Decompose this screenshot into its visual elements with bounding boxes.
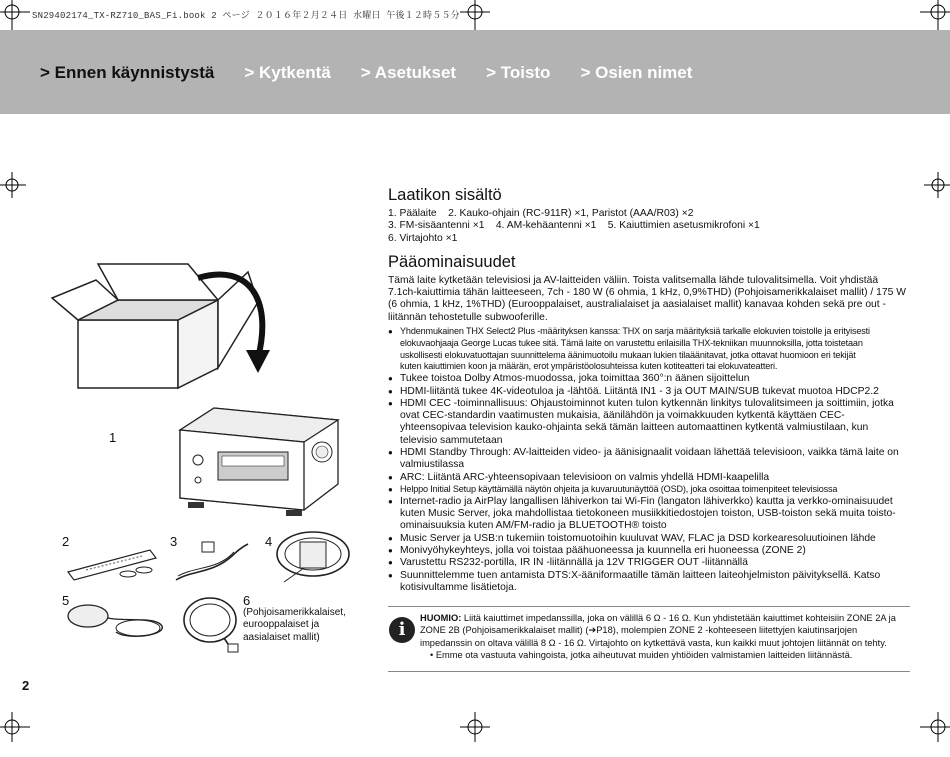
feature-item — [388, 484, 910, 496]
feature-item — [388, 545, 910, 557]
registration-mark-mid-left — [0, 172, 26, 198]
feature-line: ● Yhdenmukainen THX Select2 Plus -määrityksen kanssa: THX on sarja määrityksiä tarkalle elokuvien toistolle ja erityisesti — [400, 326, 870, 337]
feature-item — [388, 398, 910, 447]
open-box-illustration — [48, 258, 270, 398]
feature-item — [388, 447, 910, 472]
features-intro-line: 7.1ch-kaiuttimia tähän laitteeseen, 7ch - 180 W (6 ohmia, 1 kHz, 0,9%THD) (Pohjoisamerikkalaiset mallit) / 175 W — [388, 287, 906, 299]
caption-line: (Pohjoisamerikkalaiset, — [243, 607, 346, 618]
fm-antenna-illustration — [172, 540, 252, 584]
feature-line: elokuvaohjaaja George Lucas tukee sitä. Tämä laite on varustettu erilaisilla THX-tekniikan muunnoksilla, jotta toistetaan — [400, 337, 863, 348]
info-icon: i — [389, 617, 415, 643]
notice-line: Liitä kaiuttimet impedanssilla, joka on välillä 6 Ω - 16 Ω. Kun yhdistetään kaiuttimet kohteisiin ZONE 2A ja — [463, 613, 896, 623]
notice-line: ZONE 2B (Pohjoisamerikkalaiset mallit) (➔P18), molempien ZONE 2 -kohteeseen liitettyjen kaiutinsarjojen — [420, 625, 858, 636]
feature-item — [388, 557, 910, 569]
am-loop-antenna-illustration — [274, 528, 352, 584]
figure-label-4: 4 — [265, 534, 273, 549]
feature-line: ● HDMI CEC -toiminnallisuus: Ohjaustoiminnot kuten tulon kytkennän linkitys tulovalitsimeen ja soittimiin, jotka — [400, 397, 894, 409]
feature-line: ● Internet-radio ja AirPlay langallisen lähiverkon tai Wi-Fin (langaton lähiverkko) kautta ja verkko-ominaisuudet — [400, 495, 893, 507]
receiver-illustration — [178, 402, 340, 524]
feature-line: uskollisesti elokuvatuottajan suunnittelema äänimuotoilu mukaan lukien tilaäänitavat, jotka ottavat huomioon eri tekijät — [400, 349, 856, 360]
print-header: SN29402174_TX-RZ710_BAS_Fi.book 2 ページ ２０１６年２月２４日 水曜日 午後１２時５５分 — [32, 11, 460, 21]
feature-line: ● HDMI Standby Through: AV-laitteiden video- ja äänisignaalit voidaan lähettää televisioon, vaikka tämä laite on — [400, 447, 899, 459]
power-cord-caption — [243, 607, 346, 644]
caption-line: aasialaiset mallit) — [243, 631, 320, 643]
features-intro-line: (6 ohmia, 1 kHz, 1%THD) (Eurooppalaiset, australialaiset ja aasialaiset mallit) kanavaa kohden sekä pre out - — [388, 299, 886, 311]
registration-mark-bottom-right — [920, 712, 950, 742]
feature-item — [388, 570, 910, 595]
registration-mark-bottom-left — [0, 712, 30, 742]
feature-line: kotisivultamme lisätietoja. — [400, 581, 517, 593]
registration-mark-top-left — [0, 0, 30, 30]
nav-item-osien-nimet[interactable]: > Osien nimet — [580, 63, 693, 82]
box-contents-title: Laatikon sisältö — [388, 186, 502, 204]
feature-line: ● ARC: Liitäntä ARC-yhteensopivaan televisioon on valmis yhdellä HDMI-kaapelilla — [400, 471, 770, 483]
figure-label-2: 2 — [62, 534, 70, 549]
feature-line: ● Helppo Initial Setup käyttämällä näytön ohjeita ja kuvaruutunäyttöä (OSD), joka osoittaa toimenpiteet televisiossa — [400, 483, 838, 494]
features-intro-line: Tämä laite kytketään televisiosi ja AV-laitteiden väliin. Toista valitsemalla lähde tulovalitsimella. Voit yhdistää — [388, 274, 879, 286]
feature-line: ominaisuuksia kuten AM/FM-radio ja BLUETOOTH® toisto — [400, 520, 667, 532]
feature-line: valmiustilassa — [400, 459, 465, 471]
registration-mark-top-center — [460, 0, 490, 30]
feature-item — [388, 373, 910, 385]
features-title: Pääominaisuudet — [388, 252, 516, 271]
feature-list — [388, 326, 910, 594]
feature-line: kuten Music Server, joka mahdollistaa tietokoneen musiikkitiedostojen toiston, USB-toiston sekä muita toisto- — [400, 508, 896, 520]
box-contents-line: 1. Päälaite 2. Kauko-ohjain (RC-911R) ×1, Paristot (AAA/R03) ×2 — [388, 208, 694, 219]
figure-label-6: 6 — [243, 593, 251, 608]
notice-bullet: • Emme ota vastuuta vahingoista, jotka aiheutuvat muiden yhtiöiden valmistamien laitteiden liitännästä. — [430, 649, 853, 660]
power-cord-illustration — [180, 594, 242, 654]
page-number: 2 — [22, 678, 30, 693]
feature-item — [388, 326, 910, 373]
figure-label-5: 5 — [62, 593, 70, 608]
nav-item-ennen-kaynnistysta[interactable]: > Ennen käynnistystä — [40, 63, 215, 82]
notice-line-first — [420, 612, 910, 624]
feature-item — [388, 533, 910, 545]
feature-line: ● Monivyöhykeyhteys, jolla voi toistaa päähuoneessa ja kuunnella eri huoneessa (ZONE 2) — [400, 544, 806, 556]
feature-line: televisio sammutetaan — [400, 434, 503, 446]
feature-line: ● Varustettu RS232-portilla, IR IN -liitännällä ja 12V TRIGGER OUT -liitännällä — [400, 557, 748, 569]
notice-line: impedanssin on oltava välillä 8 Ω - 16 Ω. Virtajohto on kytkettävä vasta, kun kaikki muut johtojen liitännät on tehty. — [420, 637, 887, 648]
registration-mark-mid-right — [924, 172, 950, 198]
feature-item — [388, 472, 910, 484]
figure-label-3: 3 — [170, 534, 178, 549]
feature-line: kuten kaiuttimien koon ja määrän, erot ympäristöolosuhteissa kuten kotiteatteri tai elokuvateatteri. — [400, 361, 778, 372]
feature-line: ● HDMI-liitäntä tukee 4K-videotuloa ja -lähtöä. Liitäntä IN1 - 3 ja OUT MAIN/SUB tukevat muotoa HDCP2.2 — [400, 385, 879, 397]
caption-line: eurooppalaiset ja — [243, 619, 320, 631]
feature-line: ● Suunnittelemme tuen antamista DTS:X-ääniformaatille tämän laitteen laiteohjelmiston päivityksellä. Katso — [400, 569, 881, 581]
remote-control-illustration — [66, 548, 166, 582]
nav-item-toisto[interactable]: > Toisto — [486, 63, 551, 82]
feature-item — [388, 386, 910, 398]
box-contents-line: 6. Virtajohto ×1 — [388, 232, 458, 244]
notice-label: HUOMIO: — [420, 613, 462, 623]
section-navigation — [40, 63, 722, 83]
feature-line: ● Tukee toistoa Dolby Atmos-muodossa, joka toimittaa 360°:n äänen sijoittelun — [400, 373, 750, 385]
box-contents-line: 3. FM-sisäantenni ×1 4. AM-kehäantenni ×1 5. Kaiuttimien asetusmikrofoni ×1 — [388, 220, 760, 232]
registration-mark-top-right — [920, 0, 950, 30]
feature-item — [388, 496, 910, 533]
nav-item-kytkenta[interactable]: > Kytkentä — [244, 63, 331, 82]
nav-item-asetukset[interactable]: > Asetukset — [360, 63, 457, 82]
content-column — [388, 186, 910, 594]
figure-label-1: 1 — [109, 430, 117, 445]
feature-line: ovat CEC-standardin vaatimusten mukaisia, äänilähdön ja voimakkuuden kytkentä käyttäen CEC- — [400, 410, 845, 422]
feature-line: ● Music Server ja USB:n tukemiin toistomuotoihin kuuluvat WAV, FLAC ja DSD korkearesoluutioinen lähde — [400, 532, 876, 544]
registration-mark-bottom-center — [460, 712, 490, 742]
features-intro-line: liitännän tehostetulle subwooferille. — [388, 311, 548, 323]
feature-line: yhteensopivaa television kauko-ohjainta sekä tämän laitteen automaattinen kytkentä valmiustilaan, kun — [400, 422, 869, 434]
notice-text — [420, 612, 910, 661]
notice-box — [388, 606, 910, 672]
speaker-microphone-illustration — [66, 602, 168, 642]
